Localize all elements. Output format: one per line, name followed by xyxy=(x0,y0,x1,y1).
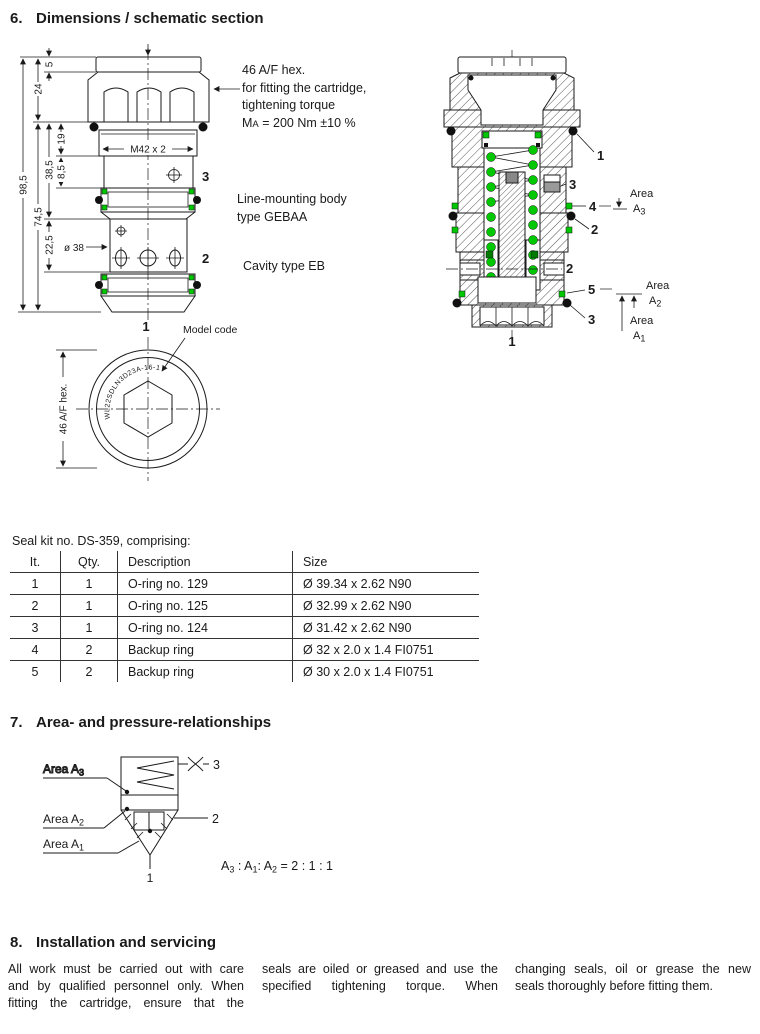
o-ring-seal xyxy=(193,196,201,204)
symbol-port-1: 1 xyxy=(146,871,154,885)
spring-symbol xyxy=(137,761,174,789)
seal-mark xyxy=(483,132,489,138)
o-ring-seal xyxy=(193,281,201,289)
item-4-label: 4 xyxy=(589,199,597,214)
seal-kit-caption: Seal kit no. DS-359, comprising: xyxy=(12,534,191,548)
port-1-label: 1 xyxy=(142,319,150,334)
dim-98-5: 98,5 xyxy=(18,175,30,195)
item-5-label: 5 xyxy=(588,282,596,297)
item-1-label: 1 xyxy=(597,148,605,163)
area-ratio-formula: $A_3$ : $A_1$: $A_2 = 2$ : 1 : 1 xyxy=(221,859,334,875)
section8-number: 8. xyxy=(10,934,23,951)
o-ring-seal xyxy=(90,123,99,132)
seal-mark xyxy=(189,205,194,210)
section8-heading xyxy=(10,934,216,951)
bottom-view xyxy=(56,324,237,481)
dim-8-5: 8,5 xyxy=(56,165,68,179)
col-header-size: Size xyxy=(293,551,480,573)
section8-title: Installation and servicing xyxy=(36,934,217,951)
area-a3-word: Area xyxy=(630,188,654,200)
dim-38-5: 38,5 xyxy=(44,160,56,180)
dim-22-5: 22,5 xyxy=(44,235,56,255)
area-a2-label: $A_2$ xyxy=(649,295,662,309)
right-section-view xyxy=(444,50,670,349)
o-ring-seal xyxy=(563,299,572,308)
hex-note: 46 A/F hex. for fitting the cartridge, tightening torque MA = 200 Nm ±10 % xyxy=(242,63,367,130)
o-ring-seal xyxy=(569,127,578,136)
area-a2-callout: Area $A_2$ xyxy=(43,812,85,828)
seal-mark xyxy=(189,289,194,294)
o-ring-seal xyxy=(95,196,103,204)
col-header-it: It. xyxy=(10,551,61,573)
seal-mark xyxy=(189,275,194,280)
model-code-text: WL22SDLN3D23A-16-1 xyxy=(104,364,161,420)
section8-column-1: All work must be carried out with care and by qualified personnel only. When fitting the cartridge, ensure that the xyxy=(8,962,244,1011)
area-a1-label: $A_1$ xyxy=(633,330,646,344)
area-a1-word: Area xyxy=(630,315,654,327)
item-3-lower-label: 3 xyxy=(588,312,596,327)
section8-column-2: seals are oiled or greased and use the specified tightening torque. When xyxy=(262,962,498,994)
dimension-drawings xyxy=(0,40,760,532)
o-ring-seal xyxy=(199,123,208,132)
area-a1-callout: Area $A_1$ xyxy=(43,837,85,853)
seal-mark xyxy=(102,189,107,194)
o-ring-seal xyxy=(95,281,103,289)
section6-title: Dimensions / schematic section xyxy=(36,10,264,27)
col-header-qty: Qty. xyxy=(61,551,118,573)
o-ring-seal xyxy=(447,127,456,136)
hydraulic-symbol xyxy=(0,750,400,890)
o-ring-seal xyxy=(567,212,576,221)
dim-74-5: 74,5 xyxy=(33,207,45,227)
table-row: 4 2 Backup ring Ø 32 x 2.0 x 1.4 FI0751 xyxy=(10,639,479,661)
area-a3-callout: Area $A_3$ xyxy=(43,762,85,778)
item-3-upper-label: 3 xyxy=(569,177,577,192)
seal-mark xyxy=(102,275,107,280)
item-2-upper-label: 2 xyxy=(591,222,599,237)
dim-5: 5 xyxy=(44,61,56,68)
section7-heading xyxy=(10,714,271,731)
backup-ring xyxy=(559,291,565,297)
table-row: 2 1 O-ring no. 125 Ø 32.99 x 2.62 N90 xyxy=(10,595,479,617)
extension-lines xyxy=(18,57,110,312)
body-note: Line-mounting body type GEBAA xyxy=(237,192,347,224)
dim-24: 24 xyxy=(33,83,45,95)
left-section-view xyxy=(18,44,240,334)
dim-46-af-hex: 46 A/F hex. xyxy=(58,383,70,435)
area-a2-word: Area xyxy=(646,280,670,292)
section8-column-3: changing seals, oil or grease the new seals thoroughly before fitting them. xyxy=(515,962,751,994)
item-2-mid-label: 2 xyxy=(566,261,574,276)
section6-number: 6. xyxy=(10,10,23,27)
area-a3-label: $A_3$ xyxy=(633,203,646,217)
cavity-note: Cavity type EB xyxy=(243,259,325,273)
table-header-row xyxy=(10,551,479,573)
backup-ring xyxy=(566,203,572,209)
seal-mark xyxy=(535,132,541,138)
seal-mark xyxy=(102,205,107,210)
closed-port-icon xyxy=(188,757,203,771)
thread-dimension: M42 x 2 xyxy=(130,144,166,156)
table-row: 1 1 O-ring no. 129 Ø 39.34 x 2.62 N90 xyxy=(10,573,479,595)
port-3-symbol xyxy=(166,167,182,183)
port-2-holes xyxy=(112,247,184,269)
section7-number: 7. xyxy=(10,714,23,731)
section6-heading xyxy=(10,10,264,27)
right-port-1-label: 1 xyxy=(508,334,516,349)
backup-ring xyxy=(452,203,458,209)
o-ring-seal xyxy=(449,212,458,221)
seal-mark xyxy=(102,289,107,294)
seal-kit-table xyxy=(10,551,479,682)
backup-ring xyxy=(459,291,465,297)
symbol-port-2: 2 xyxy=(212,812,219,826)
o-ring-seal xyxy=(453,299,462,308)
backup-ring xyxy=(452,227,458,233)
table-row: 5 2 Backup ring Ø 30 x 2.0 x 1.4 FI0751 xyxy=(10,661,479,683)
backup-ring xyxy=(566,227,572,233)
symbol-port-3: 3 xyxy=(213,758,220,772)
section7-title: Area- and pressure-relationships xyxy=(36,714,272,731)
table-row: 3 1 O-ring no. 124 Ø 31.42 x 2.62 N90 xyxy=(10,617,479,639)
seal-mark xyxy=(189,189,194,194)
port-2-label: 2 xyxy=(202,251,210,266)
port-3-label: 3 xyxy=(202,169,210,184)
model-code-label: Model code xyxy=(183,324,238,336)
col-header-description: Description xyxy=(118,551,293,573)
dia38-dimension: ø 38 xyxy=(63,243,84,254)
dim-19: 19 xyxy=(56,133,68,145)
